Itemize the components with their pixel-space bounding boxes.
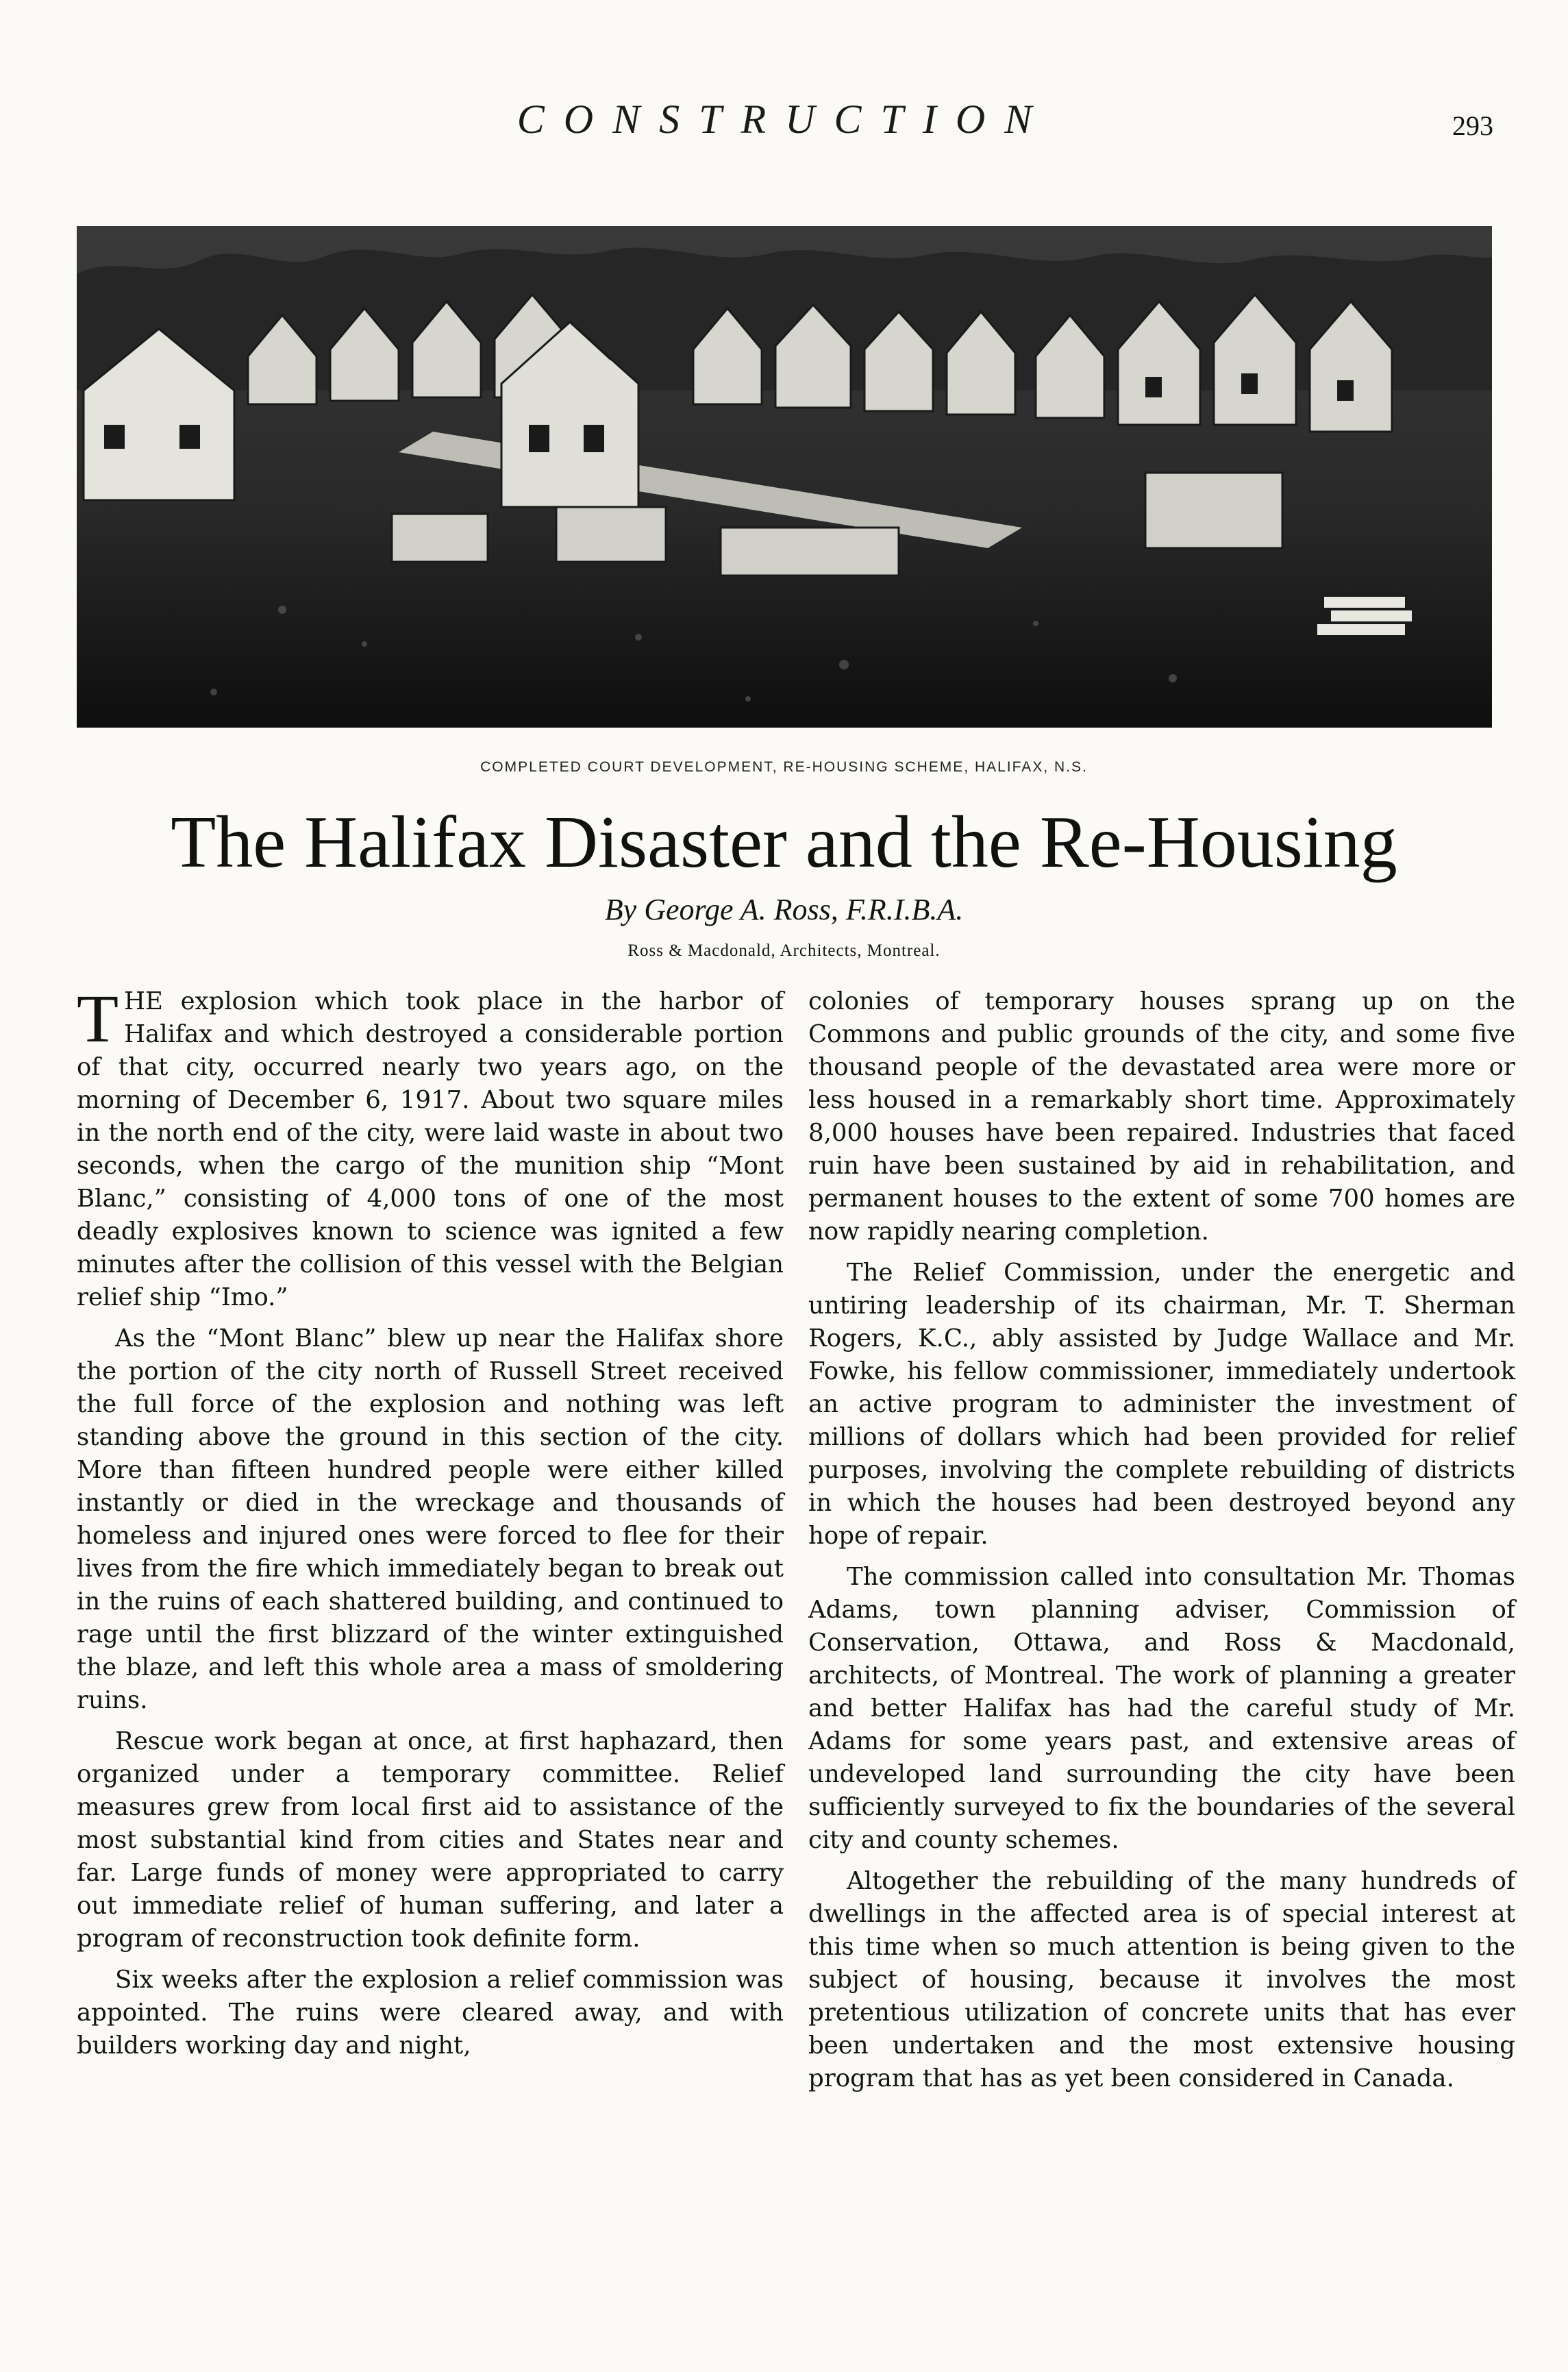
- left-column: [77, 980, 784, 2071]
- photo-caption: COMPLETED COURT DEVELOPMENT, RE-HOUSING SCHEME, HALIFAX, N.S.: [480, 759, 1088, 775]
- halifax-housing-photo: [77, 226, 1492, 728]
- byline: By George A. Ross, F.R.I.B.A.: [604, 893, 964, 926]
- paragraph: The commission called into consultation Mr. Thomas Adams, town planning adviser, Commission of Conservation, Ottawa, and Ross & Macdonald, architects, of Montreal. The work of planning a greater and better Halifax has had the careful study of Mr. Adams for some years past, and extensive areas of undeveloped land surrounding the city have been sufficiently surveyed to fix the boundaries of the several city and county schemes.: [808, 1563, 1515, 1854]
- right-column: [808, 985, 1515, 2103]
- paragraph: Altogether the rebuilding of the many hundreds of dwellings in the affected area is of special interest at this time when so much attention is being given to the subject of housing, because it involves the most pretentious utilization of concrete units that has ever been undertaken and the most extensive housing program that has as yet been considered in Canada.: [808, 1867, 1515, 2092]
- paragraph: Rescue work began at once, at first haphazard, then organized under a temporary committee. Relief measures grew from local first aid to assistance of the most substantial kind from cities and States near and far. Large funds of money were appropriated to carry out immediate relief of human suffering, and later a program of reconstruction took definite form.: [77, 1727, 784, 1953]
- author-affiliation: Ross & Macdonald, Architects, Montreal.: [627, 941, 941, 960]
- paragraph: Six weeks after the explosion a relief commission was appointed. The ruins were cleared away, and with builders working day and night,: [77, 1966, 784, 2060]
- paragraph: colonies of temporary houses sprang up on the Commons and public grounds of the city, and some five thousand people of the devastated area were more or less housed in a remarkably short time. Approximately 8,000 houses have been repaired. Industries that faced ruin have been sustained by aid in rehabilitation, and permanent houses to the extent of some 700 homes are now rapidly nearing completion.: [808, 987, 1515, 1246]
- paragraph: As the “Mont Blanc” blew up near the Halifax shore the portion of the city north of Russell Street received the full force of the explosion and nothing was left standing above the ground in this section of the city. More than fifteen hundred people were either killed instantly or died in the wreckage and thousands of homeless and injured ones were forced to flee for their lives from the fire which immediately began to break out in the ruins of each shattered building, and continued to rage until the first blizzard of the winter extinguished the blaze, and left this whole area a mass of smoldering ruins.: [77, 1324, 784, 1714]
- paragraph: THE explosion which took place in the harbor of Halifax and which destroyed a considerable portion of that city, occurred nearly two years ago, on the morning of December 6, 1917. About two square miles in the north end of the city, were laid waste in about two seconds, when the cargo of the munition ship “Mont Blanc,” consisting of 4,000 tons of one of the most deadly explosives known to science was ignited a few minutes after the collision of this vessel with the Belgian relief ship “Imo.”: [77, 980, 784, 1311]
- drop-cap: T: [77, 980, 119, 1057]
- page-number: 293: [1452, 110, 1493, 141]
- paragraph: The Relief Commission, under the energetic and untiring leadership of its chairman, Mr. T. Sherman Rogers, K.C., ably assisted by Judge Wallace and Mr. Fowke, his fellow commissioner, immediately undertook an active program to administer the investment of millions of dollars which had been provided for relief purposes, involving the complete rebuilding of districts in which the houses had been destroyed beyond any hope of repair.: [808, 1259, 1515, 1550]
- running-head: CONSTRUCTION: [517, 97, 1051, 142]
- article-title: The Halifax Disaster and the Re-Housing: [171, 802, 1397, 883]
